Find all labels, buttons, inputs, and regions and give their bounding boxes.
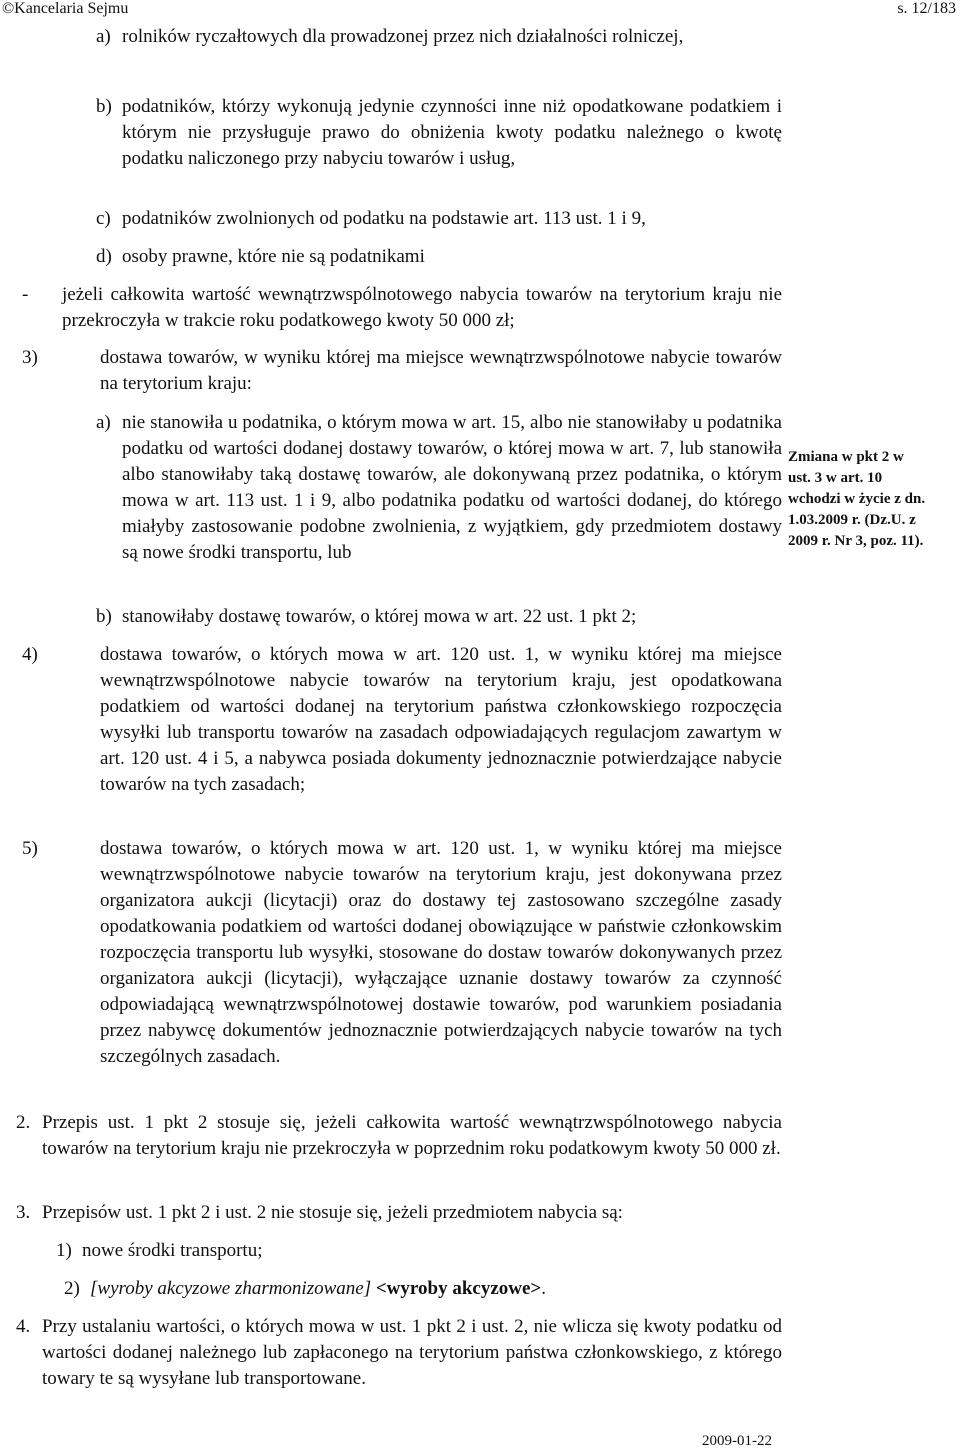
point-4 bbox=[22, 642, 782, 798]
note-line: ust. 3 w art. 10 bbox=[788, 470, 883, 486]
point-3-b bbox=[22, 604, 782, 630]
item-marker: - bbox=[22, 284, 29, 305]
item-text: Przepis ust. 1 pkt 2 stosuje się, jeżeli całkowita wartość wewnątrzwspólnotowego nabycia towarów na terytorium kraju nie przekroczyła w poprzednim roku podatkowym kwoty 50 000 zł. bbox=[42, 1112, 782, 1159]
item-text: dostawa towarów, w wyniku której ma miejsce wewnątrzwspólnotowe nabycie towarów na terytorium kraju: bbox=[100, 347, 782, 394]
item-marker: 3. bbox=[16, 1202, 31, 1223]
item-text: stanowiłaby dostawę towarów, o której mowa w art. 22 ust. 1 pkt 2; bbox=[122, 606, 637, 627]
section-3-point-2 bbox=[22, 1276, 782, 1302]
item-marker: 1) bbox=[56, 1240, 72, 1261]
item-a-farmers bbox=[22, 24, 782, 50]
dash-condition bbox=[22, 282, 782, 334]
item-marker: b) bbox=[96, 96, 112, 117]
amendment-side-note bbox=[788, 447, 960, 552]
point-5 bbox=[22, 836, 782, 1070]
item-marker: 2. bbox=[16, 1112, 31, 1133]
item-c-exempt bbox=[22, 206, 782, 232]
item-marker: b) bbox=[96, 606, 112, 627]
item-d-legal-persons bbox=[22, 244, 782, 270]
repealed-text: [wyroby akcyzowe zharmonizowane] bbox=[90, 1278, 372, 1299]
item-marker: c) bbox=[96, 208, 111, 229]
item-text: podatników zwolnionych od podatku na podstawie art. 113 ust. 1 i 9, bbox=[122, 208, 646, 229]
item-marker: 2) bbox=[64, 1278, 80, 1299]
item-text: nie stanowiła u podatnika, o którym mowa w art. 15, albo nie stanowiłaby u podatnika podatku od wartości dodanej dostawy towarów, o której mowa w art. 7, lub stanowiła albo stanowiłaby taką dostawę towarów, ale dokonywaną przez podatnika, o którym mowa w art. 113 ust. 1 i 9, albo podatnika podatku od wartości dodanej, do którego miałyby zastosowanie podobne zwolnienia, z wyjątkiem, gdy przedmiotem dostawy są nowe środki transportu, lub bbox=[122, 412, 782, 563]
note-line: Zmiana w pkt 2 w bbox=[788, 449, 904, 465]
item-b-taxpayers bbox=[22, 94, 782, 172]
item-text: Przy ustalaniu wartości, o których mowa w ust. 1 pkt 2 i ust. 2, nie wlicza się kwoty podatku od wartości dodanej należnego lub zapłaconego na terytorium państwa członkowskiego, z którego towary te są wysyłane lub transportowane. bbox=[42, 1316, 782, 1389]
section-3-point-1 bbox=[22, 1238, 782, 1264]
section-2 bbox=[16, 1110, 782, 1162]
amended-text: <wyroby akcyzowe> bbox=[375, 1278, 542, 1299]
item-marker: 5) bbox=[22, 838, 38, 859]
item-marker: 4) bbox=[22, 644, 38, 665]
footer-date: 2009-01-22 bbox=[702, 1433, 772, 1449]
page-header-source: ©Kancelaria Sejmu bbox=[2, 0, 129, 17]
item-text: rolników ryczałtowych dla prowadzonej przez nich działalności rolniczej, bbox=[122, 26, 684, 47]
item-text: nowe środki transportu; bbox=[82, 1240, 263, 1261]
item-marker: a) bbox=[96, 412, 111, 433]
item-marker: d) bbox=[96, 246, 112, 267]
section-4 bbox=[16, 1314, 782, 1392]
item-marker: a) bbox=[96, 26, 111, 47]
section-3 bbox=[16, 1200, 782, 1226]
item-text: dostawa towarów, o których mowa w art. 120 ust. 1, w wyniku której ma miejsce wewnątrzwspólnotowe nabycie towarów na terytorium kraju, jest dokonywana przez organizatora aukcji (licytacji) oraz do dostawy tej zastosowano szczególne zasady opodatkowania podatkiem od wartości dodanej obowiązujące w państwie członkowskim rozpoczęcia transportu lub wysyłki, stosowane do dostaw towarów dokonywanych przez organizatora aukcji (licytacji), wyłączające uznanie dostawy towarów za czynność odpowiadającą wewnątrzwspólnotowej dostawie towarów, pod warunkiem posiadania przez nabywcę dokumentów jednoznacznie potwierdzających nabycie towarów na tych szczególnych zasadach. bbox=[100, 838, 782, 1067]
note-line: wchodzi w życie z dn. bbox=[788, 491, 926, 507]
point-3 bbox=[22, 345, 782, 397]
item-text: jeżeli całkowita wartość wewnątrzwspólnotowego nabycia towarów na terytorium kraju nie przekroczyła w trakcie roku podatkowego kwoty 50 000 zł; bbox=[62, 284, 782, 331]
item-marker: 4. bbox=[16, 1316, 31, 1337]
page-number: s. 12/183 bbox=[897, 0, 956, 17]
point-3-a bbox=[22, 410, 782, 566]
note-line: 2009 r. Nr 3, poz. 11). bbox=[788, 533, 924, 549]
item-text: podatników, którzy wykonują jedynie czynności inne niż opodatkowane podatkiem i którym nie przysługuje prawo do obniżenia kwoty podatku należnego o kwotę podatku naliczonego przy nabyciu towarów i usług, bbox=[122, 96, 782, 169]
note-line: 1.03.2009 r. (Dz.U. z bbox=[788, 512, 916, 528]
item-text: Przepisów ust. 1 pkt 2 i ust. 2 nie stosuje się, jeżeli przedmiotem nabycia są: bbox=[42, 1202, 623, 1223]
end-punctuation: . bbox=[541, 1278, 546, 1299]
item-text: dostawa towarów, o których mowa w art. 120 ust. 1, w wyniku której ma miejsce wewnątrzwspólnotowe nabycie towarów na terytorium kraju, jest opodatkowana podatkiem od wartości dodanej na terytorium państwa członkowskiego rozpoczęcia wysyłki lub transportu towarów na zasadach odpowiadających regulacjom zawartym w art. 120 ust. 4 i 5, a nabywca posiada dokumenty jednoznacznie potwierdzające nabycie towarów na tych zasadach; bbox=[100, 644, 782, 795]
item-text: osoby prawne, które nie są podatnikami bbox=[122, 246, 425, 267]
item-marker: 3) bbox=[22, 347, 38, 368]
